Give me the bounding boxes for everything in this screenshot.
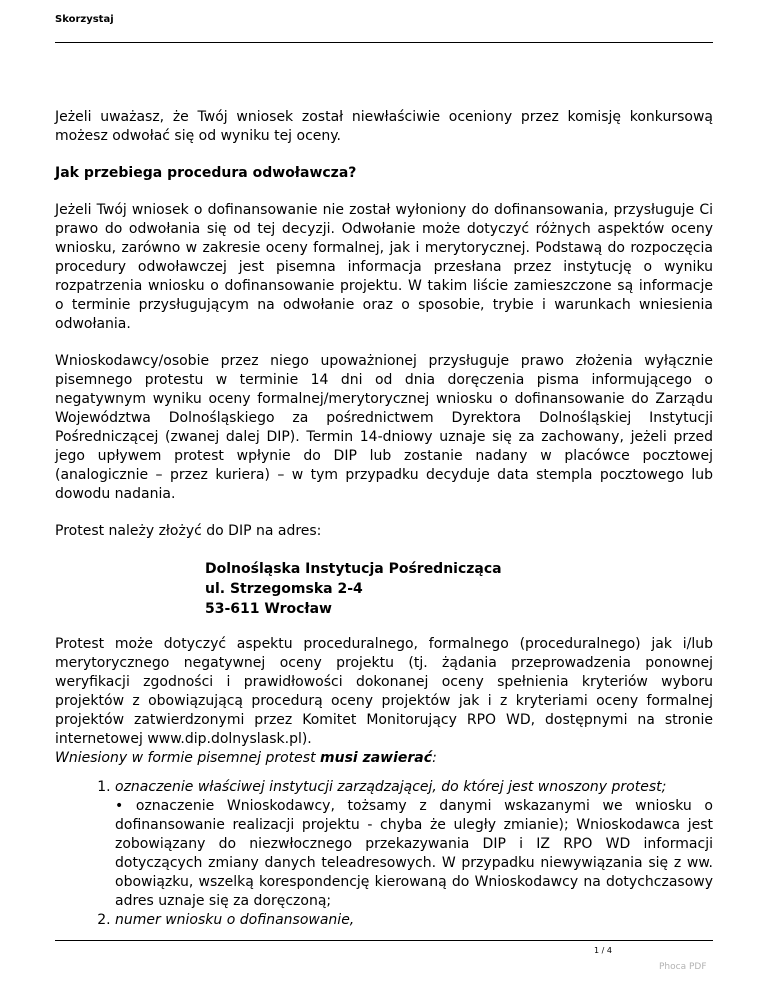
list-item <box>115 778 713 911</box>
document-body <box>55 108 713 930</box>
requirements-list <box>55 778 713 930</box>
requirements-suffix: : <box>432 750 437 766</box>
footer-brand: Phoca PDF <box>659 962 707 972</box>
paragraph-protest-scope <box>55 635 713 768</box>
list-item-applicant: • oznaczenie Wnioskodawcy, tożsamy z danymi wskazanymi we wniosku o dofinansowanie realizacji projektu - chyba że uległy zmianie); Wnioskodawca jest zobowiązany do niezwłocznego przekazywania DIP i IZ RPO WD informacji dotyczących zmiany danych teleadresowych. W przypadku niewywiązania się z ww. obowiązku, wszelką korespondencję kierowaną do Wnioskodawcy na dotychczasowy adres uznaje się za doręczoną; <box>115 798 713 909</box>
paragraph-protest-deadline: Wnioskodawcy/osobie przez niego upoważnionej przysługuje prawo złożenia wyłącznie pisemnego protestu w terminie 14 dni od dnia doręczenia pisma informującego o negatywnym wyniku oceny formalnej/merytorycznej wniosku o dofinansowanie do Zarządu Województwa Dolnośląskiego za pośrednictwem Dyrektora Dolnośląskiej Instytucji Pośredniczącej (zwanej dalej DIP). Termin 14-dniowy uznaje się za zachowany, jeżeli przed jego upływem protest wpłynie do DIP lub zostanie nadany w placówce pocztowej (analogicznie – przez kuriera) – w tym przypadku decyduje data stempla pocztowego lub dowodu nadania. <box>55 353 713 502</box>
requirements-emphasis: musi zawierać <box>320 750 433 766</box>
address-street: ul. Strzegomska 2-4 <box>205 581 363 597</box>
paragraph-appeal-right: Jeżeli Twój wniosek o dofinansowanie nie został wyłoniony do dofinansowania, przysługuje Ci prawo do odwołania się od tej decyzji. Odwołanie może dotyczyć różnych aspektów oceny wniosku, zarówno w zakresie oceny formalnej, jak i merytorycznej. Podstawą do rozpoczęcia procedury odwoławczej jest pisemna informacja przesłana przez instytucję o wyniku rozpatrzenia wniosku o dofinansowanie projektu. W takim liście zamieszczone są informacje o terminie przysługującym na odwołanie oraz o sposobie, trybie i warunkach wniesienia odwołania. <box>55 202 713 332</box>
address-institution: Dolnośląska Instytucja Pośrednicząca <box>205 561 502 577</box>
address-block <box>205 559 713 619</box>
list-item-application-number: numer wniosku o dofinansowanie, <box>115 912 355 928</box>
list-item-institution: oznaczenie właściwej instytucji zarządzającej, do której jest wnoszony protest; <box>115 779 667 795</box>
intro-paragraph: Jeżeli uważasz, że Twój wniosek został niewłaściwie oceniony przez komisję konkursową możesz odwołać się od wyniku tej oceny. <box>55 109 713 144</box>
footer-divider <box>55 940 713 941</box>
header-divider <box>55 42 713 43</box>
address-city: 53-611 Wrocław <box>205 601 332 617</box>
header-title: Skorzystaj <box>55 14 114 25</box>
paragraph-address-intro: Protest należy złożyć do DIP na adres: <box>55 523 322 539</box>
protest-scope-text: Protest może dotyczyć aspektu proceduralnego, formalnego (proceduralnego) jak i/lub merytorycznego negatywnej oceny projektu (tj. żądania przeprowadzenia ponownej weryfikacji zgodności i prawidłowości dokonanej oceny spełnienia kryteriów wyboru projektów z obowiązującą procedurą oceny projektów jak i z kryteriami oceny formalnej projektów zatwierdzonymi przez Komitet Monitorujący RPO WD, dostępnymi na stronie internetowej www.dip.dolnyslask.pl). <box>55 636 713 747</box>
list-item <box>115 911 713 930</box>
page-number: 1 / 4 <box>594 946 612 955</box>
section-heading: Jak przebiega procedura odwoławcza? <box>55 165 357 181</box>
requirements-prefix: Wniesiony w formie pisemnej protest <box>55 750 321 766</box>
protest-requirements-lead <box>55 750 437 766</box>
